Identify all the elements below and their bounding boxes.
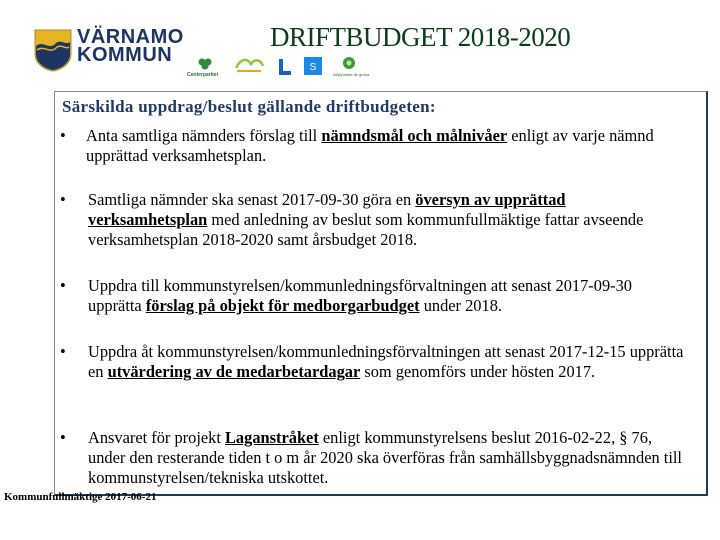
logo-line-1: VÄRNAMO bbox=[77, 26, 184, 48]
section-heading: Särskilda uppdrag/beslut gällande driftbudgeten: bbox=[62, 97, 436, 116]
page-title: DRIFTBUDGET 2018-2020 bbox=[270, 22, 571, 52]
varnamo-coat-of-arms-icon bbox=[33, 28, 73, 72]
logo-line-2: KOMMUN bbox=[77, 44, 173, 66]
kd-logo-icon bbox=[233, 56, 265, 74]
sunflower-icon bbox=[333, 56, 365, 72]
bullet: • bbox=[60, 276, 66, 295]
clover-icon bbox=[185, 56, 225, 72]
party-label: miljöpartiet de gröna bbox=[333, 72, 370, 77]
party-logo-miljopartiet bbox=[333, 56, 370, 80]
bullet: • bbox=[60, 126, 66, 145]
liberal-logo-icon bbox=[275, 56, 297, 78]
svg-text:S: S bbox=[309, 62, 317, 73]
list-item-text: Uppdra till kommunstyrelsen/kommunledningsförvaltningen att senast 2017-09-30 upprätta förslag på objekt för medborgarbudget under 2018. bbox=[88, 276, 632, 315]
party-logo-centerpartiet bbox=[185, 56, 225, 80]
moderate-logo-icon bbox=[303, 56, 323, 76]
party-logo-moderaterna bbox=[303, 56, 323, 80]
party-logo-liberalerna bbox=[275, 56, 297, 80]
party-logos bbox=[185, 56, 370, 80]
list-item-text: Uppdra åt kommunstyrelsen/kommunledningsförvaltningen att senast 2017-12-15 upprätta en utvärdering av de medarbetardagar som genomförs under hösten 2017. bbox=[88, 342, 684, 381]
list-item-text: Samtliga nämnder ska senast 2017-09-30 göra en översyn av upprättad verksamhetsplan med anledning av beslut som kommunfullmäktige fattar avseende verksamhetsplan 2018-2020 samt årsbudget 2018. bbox=[88, 190, 644, 249]
list-item-text: Anta samtliga nämnders förslag till nämndsmål och målnivåer enligt av varje nämnd upprättad verksamhetsplan. bbox=[86, 126, 654, 165]
bullet: • bbox=[60, 428, 66, 447]
footer-date: Kommunfullmäktige 2017-06-21 bbox=[4, 491, 157, 503]
bullet: • bbox=[60, 190, 66, 209]
municipality-logo-text bbox=[77, 28, 184, 64]
list-item-text: Ansvaret för projekt Laganstråket enligt kommunstyrelsens beslut 2016-02-22, § 76, under den resterande tiden t o m år 2020 ska överföras från samhällsbyggnadsnämnden till kommunstyrelsen/tekniska utskottet. bbox=[88, 428, 682, 487]
party-logo-kd bbox=[233, 56, 265, 80]
bullet: • bbox=[60, 342, 66, 361]
party-label: Centerpartiet bbox=[187, 72, 219, 78]
